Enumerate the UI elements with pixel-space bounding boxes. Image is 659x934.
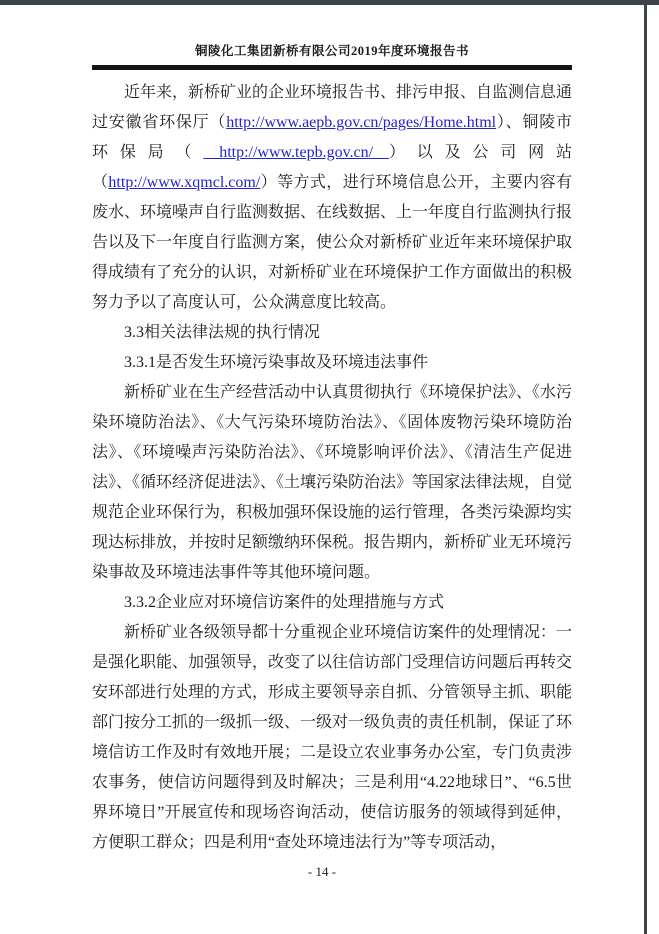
link-xqmcl-url[interactable]: http://www.xqmcl.com/ — [108, 174, 261, 191]
heading-3-3-1: 3.3.1是否发生环境污染事故及环境违法事件 — [124, 354, 429, 371]
header-rule — [92, 65, 572, 70]
paragraph-petition-handling: 新桥矿业各级领导都十分重视企业环境信访案件的处理情况：一是强化职能、加强领导，改变了以往信访部门受理信访问题后再转交安环部进行处理的方式，形成主要领导亲自抓、分管领导主抓、职能部门按分工抓的一级抓一级、一级对一级负责的责任机制，保证了环境信访工作及时有效地开展；二是设立农业事务办公室，专门负责涉农事务，使信访问题得到及时解决；三是利用“4.22地球日”、“6.5世界环境日”开展宣传和现场咨询活动，使信访服务的领域得到延伸，方便职工群众；四是利用“查处环境违法行为”等专项活动， — [92, 624, 573, 851]
link-tepb-url[interactable]: http://www.tepb.gov.cn/ — [203, 144, 389, 161]
heading-3-3: 3.3相关法律法规的执行情况 — [124, 324, 321, 341]
scan-edge-right — [644, 0, 647, 934]
paragraph-info-disclosure — [92, 78, 572, 318]
link-aepb-url[interactable]: http://www.aepb.gov.cn/pages/Home.html — [226, 114, 497, 131]
paragraph-laws-compliance: 新桥矿业在生产经营活动中认真贯彻执行《环境保护法》、《水污染环境防治法》、《大气污染环境防治法》、《固体废物污染环境防治法》、《环境噪声污染防治法》、《环境影响评价法》、《清洁生产促进法》、《循环经济促进法》、《土壤污染防治法》等国家法律法规，自觉规范企业环保行为，积极加强环保设施的运行管理，各类污染源均实现达标排放，并按时足额缴纳环保税。报告期内，新桥矿业无环境污染事故及环境违法事件等其他环境问题。 — [92, 384, 573, 581]
text-run: ）以及公司网站（ — [92, 144, 572, 191]
page-header-title: 铜陵化工集团新桥有限公司2019年度环境报告书 — [194, 44, 469, 58]
document-body — [92, 78, 572, 858]
text-run: ）等方式，进行环境信息公开，主要内容有废水、环境噪声自行监测数据、在线数据、上一年度自行监测执行报告以及下一年度自行监测方案，使公众对新桥矿业近年来环境保护取得成绩有了充分的认识，对新桥矿业在环境保护工作方面做出的积极努力予以了高度认可，公众满意度比较高。 — [92, 174, 573, 311]
page-number: - 14 - — [307, 864, 337, 879]
heading-3-3-2: 3.3.2企业应对环境信访案件的处理措施与方式 — [124, 594, 445, 611]
text-run: 近年来，新桥矿业的企业环境报告书、排污申报、自监测信息通过安徽省环保厅（ — [92, 84, 573, 131]
scan-edge-top — [0, 0, 659, 5]
text-run: ）、铜陵市环保局（ — [92, 114, 572, 161]
